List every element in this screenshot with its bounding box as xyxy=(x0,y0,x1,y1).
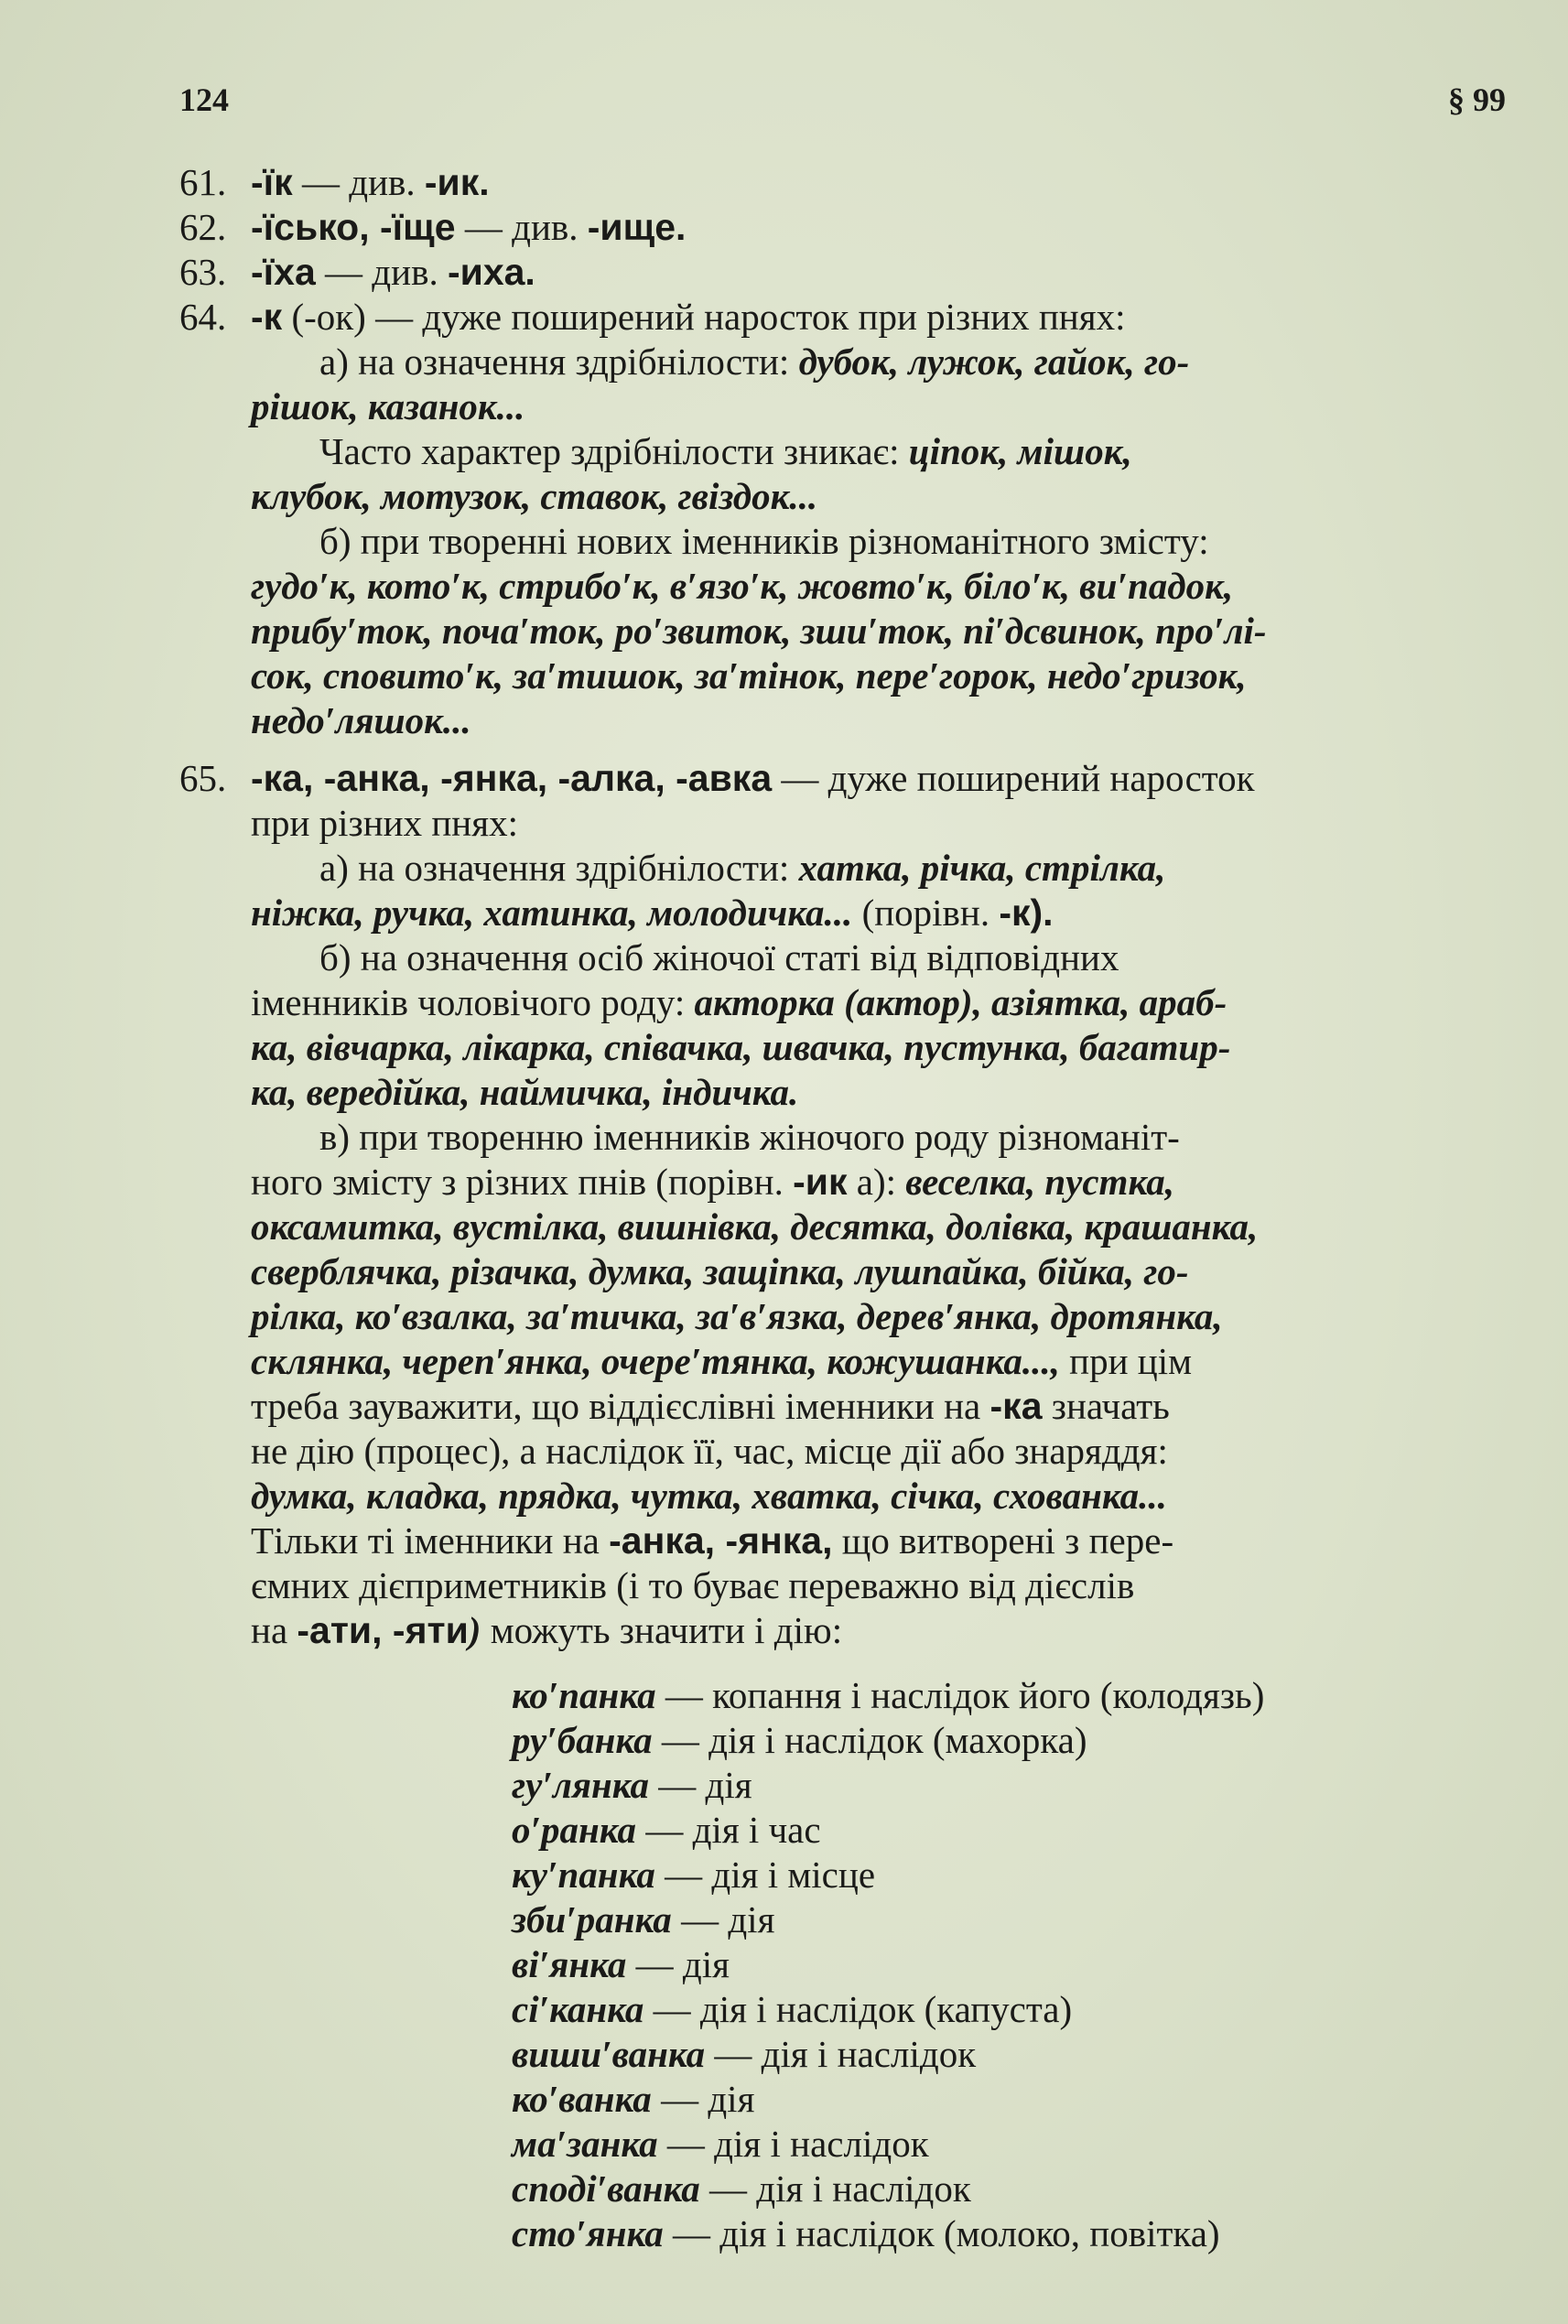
list-item: ру′банка — дія і наслідок (махорка) xyxy=(512,1719,1087,1761)
entry-64: 64. -к (-ок) — дуже поширений наросток при різних пнях: а) на означення здрібнілости: дубок, лужок, гайок, го- рішок, казанок... Часто характер здрібнілости зникає: ціпок, мішок, клубок, мотузок, ставок, гвіздок... б) при творенні нових іменників різноманітного змісту: гудо′к, кото′к, стрибо′к, в′язо′к, жовто′к, біло′к, ви′падок, прибу′ток, поча′ток, ро′звиток, зши′ток, пі′дсвинок, про′лі- сок, сповито′к, за′тишок, за′тінок, пере′горок, недо′гризок, недо′ляшок... xyxy=(179,296,1267,741)
page-number: 124 xyxy=(179,81,229,118)
list-item: ма′занка — дія і наслідок xyxy=(512,2123,929,2165)
list-item: споді′ванка — дія і наслідок xyxy=(512,2167,971,2210)
list-item: сто′янка — дія і наслідок (молоко, повітка) xyxy=(512,2212,1220,2254)
list-item: ко′ванка — дія xyxy=(512,2078,755,2120)
list-item: зби′ранка — дія xyxy=(512,1898,775,1940)
entry-63: 63. -їха — див. -иха. xyxy=(179,251,535,293)
page-body xyxy=(179,160,1507,2256)
list-item: о′ранка — дія і час xyxy=(512,1809,821,1851)
list-item: ві′янка — дія xyxy=(512,1943,730,1985)
list-item: ко′панка — копання і наслідок його (колодязь) xyxy=(512,1674,1265,1716)
entry-61: 61. -їк — див. -ик. xyxy=(179,161,490,203)
word-list xyxy=(512,1673,1507,2256)
entry-65: 65. -ка, -анка, -янка, -алка, -авка — дуже поширений наросток при різних пнях: а) на означення здрібнілости: хатка, річка, стрілка, ніжка, ручка, хатинка, молодичка... (порівн. -к). б) на означення осіб жіночої статі від відповідних іменників чоловічого роду: акторка (актор), азіятка, араб- ка, вівчарка, лікарка, співачка, швачка, пустунка, багатир- ка, вередійка, наймичка, індичка. в) при творенню іменників жіночого роду різноманіт- ного змісту з різних пнів (порівн. -ик а): веселка, пустка, оксамитка, вустілка, вишнівка, десятка, долівка, крашанка, сверблячка, різачка, думка, защіпка, лушпайка, бійка, го- рілка, ко′взалка, за′тичка, за′в′язка, дерев′янка, дротянка, склянка, череп′янка, очере′тянка, кожушанка..., при цім треба зауважити, що віддієслівні іменники на -ка значать не дію (процес), а наслідок її, час, місце дії або знаряддя: думка, кладка, прядка, чутка, хватка, січка, схованка... Тільки ті іменники на -анка, -янка, що витворені з пере- ємних дієприметників (і то буває переважно від дієслів на -ати, -яти) можуть значити і дію: xyxy=(179,757,1259,1651)
entry-62: 62. -їсько, -їще — див. -ище. xyxy=(179,206,687,248)
list-item: сі′канка — дія і наслідок (капуста) xyxy=(512,1988,1073,2030)
list-item: гу′лянка — дія xyxy=(512,1764,752,1806)
list-item: виши′ванка — дія і наслідок xyxy=(512,2033,977,2075)
section-number: § 99 xyxy=(1448,81,1506,118)
list-item: ку′панка — дія і місце xyxy=(512,1854,876,1896)
